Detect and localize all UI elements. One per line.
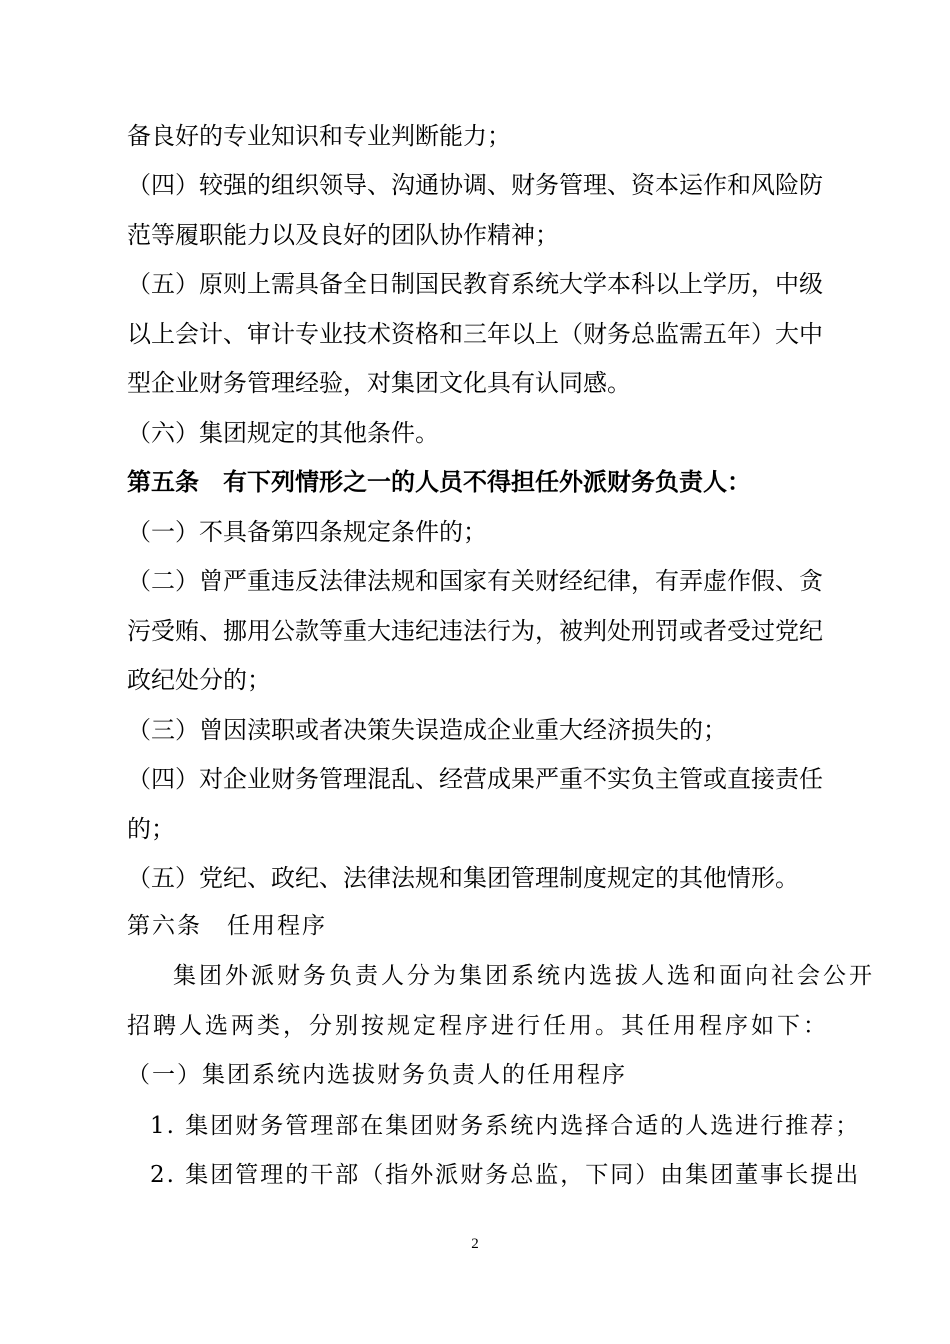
text-line: （一）集团系统内选拔财务负责人的任用程序 — [127, 1062, 627, 1088]
text-line: 以上会计、审计专业技术资格和三年以上（财务总监需五年）大中 — [127, 320, 823, 348]
text-line: （四）对企业财务管理混乱、经营成果严重不实负主管或直接责任 — [127, 765, 823, 793]
text-line: （五）原则上需具备全日制国民教育系统大学本科以上学历，中级 — [127, 270, 823, 298]
text-line: （四）较强的组织领导、沟通协调、财务管理、资本运作和风险防 — [127, 171, 823, 199]
text-line: （一）不具备第四条规定条件的； — [127, 518, 487, 546]
article-five-heading: 第五条 有下列情形之一的人员不得担任外派财务负责人： — [127, 468, 751, 496]
text-line: 的； — [127, 815, 175, 843]
text-line: 范等履职能力以及良好的团队协作精神； — [127, 221, 559, 249]
text-line: 政纪处分的； — [127, 666, 271, 694]
text-line: （六）集团规定的其他条件。 — [127, 419, 439, 447]
text-line: （五）党纪、政纪、法律法规和集团管理制度规定的其他情形。 — [127, 864, 799, 892]
text-line: （二）曾严重违反法律法规和国家有关财经纪律，有弄虚作假、贪 — [127, 567, 823, 595]
list-item: 1. 集团财务管理部在集团财务系统内选择合适的人选进行推荐； — [150, 1113, 861, 1139]
text-line: （三）曾因渎职或者决策失误造成企业重大经济损失的； — [127, 716, 727, 744]
text-line: 集团外派财务负责人分为集团系统内选拔人选和面向社会公开 — [173, 963, 875, 989]
page-number: 2 — [471, 1236, 479, 1252]
text-line: 备良好的专业知识和专业判断能力； — [127, 122, 511, 150]
list-item: 2. 集团管理的干部（指外派财务总监，下同）由集团董事长提出 — [150, 1162, 861, 1188]
text-line: 型企业财务管理经验，对集团文化具有认同感。 — [127, 369, 631, 397]
article-six-heading: 第六条 任用程序 — [127, 913, 327, 939]
text-line: 招聘人选两类，分别按规定程序进行任用。其任用程序如下： — [127, 1013, 829, 1039]
text-line: 污受贿、挪用公款等重大违纪违法行为，被判处刑罚或者受过党纪 — [127, 617, 823, 645]
